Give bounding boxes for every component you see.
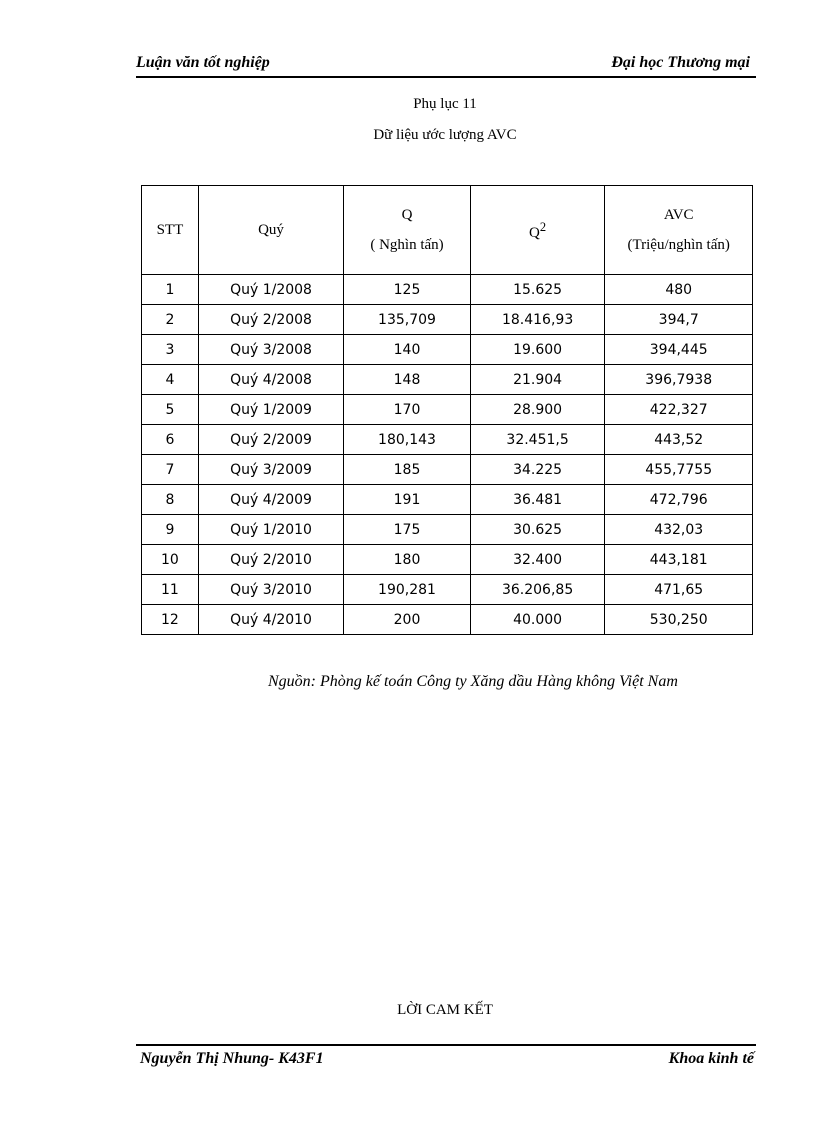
table-row (142, 485, 753, 515)
cell-q-squared: 19.600 (470, 335, 605, 365)
cell-avc: 471,65 (605, 575, 753, 605)
cell-q: 148 (344, 365, 471, 395)
cell-stt: 12 (142, 605, 199, 635)
table-row (142, 275, 753, 305)
cell-quarter: Quý 2/2009 (198, 425, 343, 455)
cell-quarter: Quý 4/2008 (198, 365, 343, 395)
cell-quarter: Quý 4/2009 (198, 485, 343, 515)
page-header (136, 52, 756, 78)
cell-q-squared: 28.900 (470, 395, 605, 425)
header-avc (605, 186, 753, 275)
cell-q: 175 (344, 515, 471, 545)
header-avc-label: AVC (663, 207, 694, 223)
cell-q-squared: 32.451,5 (470, 425, 605, 455)
table-row (142, 305, 753, 335)
table-row (142, 335, 753, 365)
header-quarter: Quý (198, 186, 343, 275)
cell-stt: 1 (142, 275, 199, 305)
header-q (344, 186, 471, 275)
cell-quarter: Quý 3/2010 (198, 575, 343, 605)
cell-q-squared: 21.904 (470, 365, 605, 395)
header-q2-base: Q (529, 225, 540, 241)
cell-q: 180,143 (344, 425, 471, 455)
table-row (142, 365, 753, 395)
cell-avc: 432,03 (605, 515, 753, 545)
footer-faculty: Khoa kinh tế (668, 1050, 754, 1067)
footer-author: Nguyễn Thị Nhung- K43F1 (140, 1050, 324, 1067)
table-row (142, 395, 753, 425)
cell-avc: 394,7 (605, 305, 753, 335)
page-footer (136, 1044, 756, 1070)
cell-q: 125 (344, 275, 471, 305)
cell-avc: 472,796 (605, 485, 753, 515)
commitment-heading: LỜI CAM KẾT (397, 1002, 493, 1018)
header-q2-exponent: 2 (539, 220, 547, 234)
header-avc-unit: (Triệu/nghìn tấn) (627, 237, 730, 253)
cell-avc: 422,327 (605, 395, 753, 425)
cell-stt: 2 (142, 305, 199, 335)
appendix-title: Phụ lục 11 (413, 96, 477, 112)
cell-quarter: Quý 2/2008 (198, 305, 343, 335)
header-thesis-label: Luận văn tốt nghiệp (136, 54, 270, 71)
table-body (142, 275, 753, 635)
cell-avc: 480 (605, 275, 753, 305)
cell-stt: 10 (142, 545, 199, 575)
cell-q-squared: 30.625 (470, 515, 605, 545)
cell-q: 180 (344, 545, 471, 575)
header-q-unit: ( Nghìn tấn) (370, 237, 444, 253)
table-row (142, 575, 753, 605)
source-note: Nguồn: Phòng kế toán Công ty Xăng dầu Hàng không Việt Nam (268, 673, 678, 690)
cell-quarter: Quý 3/2009 (198, 455, 343, 485)
cell-quarter: Quý 1/2009 (198, 395, 343, 425)
cell-q-squared: 32.400 (470, 545, 605, 575)
header-q-squared (470, 186, 605, 275)
cell-q-squared: 34.225 (470, 455, 605, 485)
cell-stt: 7 (142, 455, 199, 485)
cell-q: 140 (344, 335, 471, 365)
table-header-row (142, 186, 753, 275)
cell-q-squared: 36.206,85 (470, 575, 605, 605)
header-university-label: Đại học Thương mại (611, 54, 750, 71)
cell-q-squared: 15.625 (470, 275, 605, 305)
cell-avc: 394,445 (605, 335, 753, 365)
cell-q: 135,709 (344, 305, 471, 335)
cell-q: 190,281 (344, 575, 471, 605)
cell-stt: 9 (142, 515, 199, 545)
cell-avc: 455,7755 (605, 455, 753, 485)
cell-avc: 530,250 (605, 605, 753, 635)
table-row (142, 605, 753, 635)
cell-stt: 5 (142, 395, 199, 425)
cell-quarter: Quý 1/2010 (198, 515, 343, 545)
cell-quarter: Quý 2/2010 (198, 545, 343, 575)
cell-q: 185 (344, 455, 471, 485)
table-row (142, 515, 753, 545)
appendix-subtitle: Dữ liệu ước lượng AVC (373, 127, 517, 143)
cell-stt: 6 (142, 425, 199, 455)
cell-stt: 4 (142, 365, 199, 395)
cell-q-squared: 36.481 (470, 485, 605, 515)
avc-data-table (141, 185, 753, 635)
cell-quarter: Quý 4/2010 (198, 605, 343, 635)
header-stt: STT (142, 186, 199, 275)
cell-avc: 396,7938 (605, 365, 753, 395)
table-row (142, 455, 753, 485)
cell-q: 200 (344, 605, 471, 635)
cell-quarter: Quý 1/2008 (198, 275, 343, 305)
table-row (142, 425, 753, 455)
cell-stt: 8 (142, 485, 199, 515)
cell-avc: 443,181 (605, 545, 753, 575)
table-row (142, 545, 753, 575)
cell-q-squared: 18.416,93 (470, 305, 605, 335)
header-q-label: Q (401, 207, 413, 223)
cell-quarter: Quý 3/2008 (198, 335, 343, 365)
cell-q: 170 (344, 395, 471, 425)
cell-stt: 11 (142, 575, 199, 605)
cell-stt: 3 (142, 335, 199, 365)
cell-q: 191 (344, 485, 471, 515)
cell-avc: 443,52 (605, 425, 753, 455)
cell-q-squared: 40.000 (470, 605, 605, 635)
